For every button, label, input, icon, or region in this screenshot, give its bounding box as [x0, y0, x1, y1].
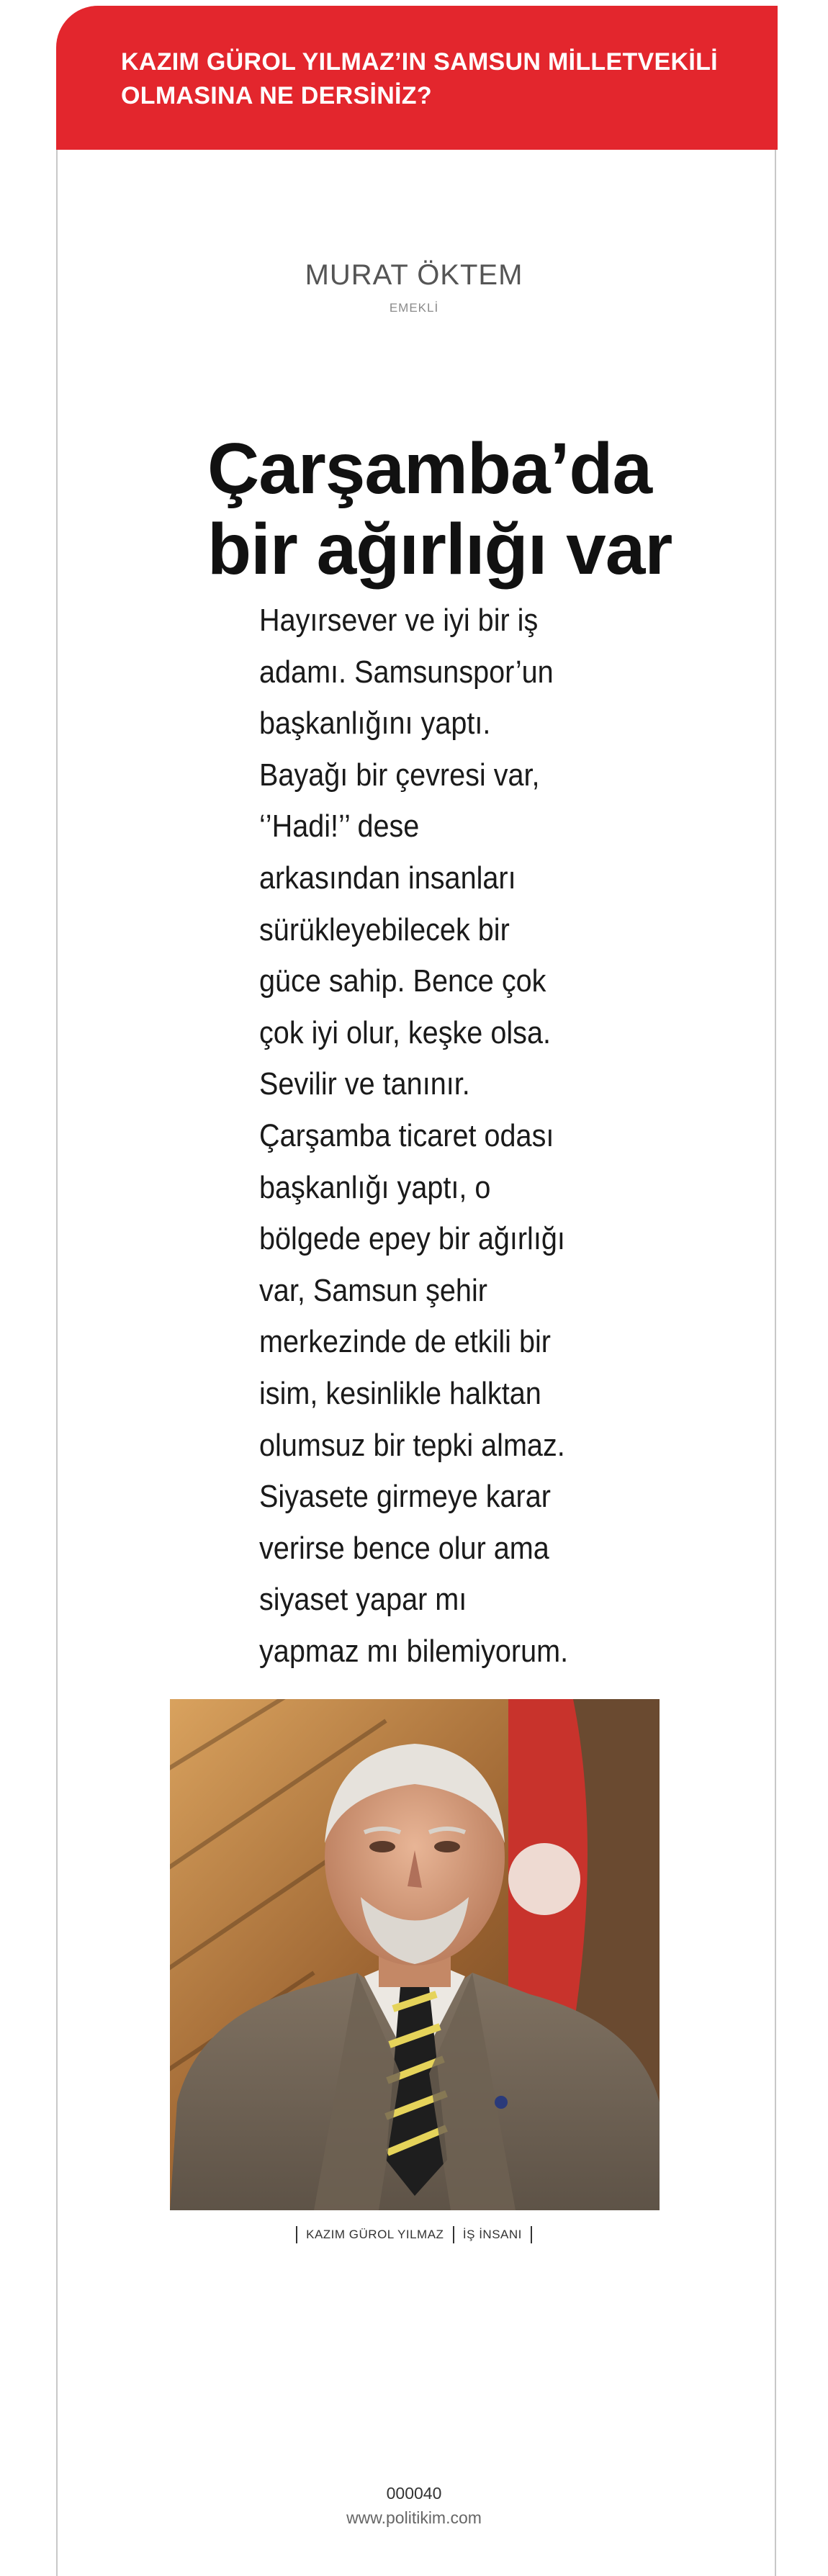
body-line: sürükleyebilecek bir	[259, 911, 510, 947]
portrait-photo	[170, 1699, 660, 2210]
headline-line-2: bir ağırlığı var	[207, 509, 672, 590]
body-line: bölgede epey bir ağırlığı	[259, 1221, 565, 1257]
body-line: Çarşamba ticaret odası	[259, 1117, 554, 1153]
body-line: çok iyi olur, keşke olsa.	[259, 1014, 551, 1050]
body-line: siyaset yapar mı	[259, 1582, 467, 1618]
caption-divider	[531, 2226, 532, 2243]
caption-name: KAZIM GÜROL YILMAZ	[306, 2228, 444, 2241]
photo-caption	[0, 2226, 828, 2243]
page-number: 000040	[386, 2484, 442, 2503]
body-line: başkanlığını yaptı.	[259, 706, 491, 742]
banner-question: KAZIM GÜROL YILMAZ’IN SAMSUN MİLLETVEKİLİ OLMASINA NE DERSİNİZ?	[121, 48, 718, 109]
article-headline	[207, 428, 711, 590]
body-line: arkasından insanları	[259, 860, 516, 896]
body-line: Hayırsever ve iyi bir iş	[259, 603, 539, 638]
body-line: başkanlığı yaptı, o	[259, 1169, 491, 1205]
headline-line-1: Çarşamba’da	[207, 428, 652, 509]
body-line: olumsuz bir tepki almaz.	[259, 1427, 565, 1463]
body-line: adamı. Samsunspor’un	[259, 654, 554, 690]
body-line: isim, kesinlikle halktan	[259, 1375, 541, 1411]
caption-divider	[453, 2226, 454, 2243]
body-line: yapmaz mı bilemiyorum.	[259, 1633, 569, 1669]
body-line: ‘’Hadi!’’ dese	[259, 809, 420, 845]
article-body	[259, 595, 596, 1677]
author-role: EMEKLİ	[389, 301, 439, 315]
body-line: Sevilir ve tanınır.	[259, 1066, 470, 1102]
body-line: merkezinde de etkili bir	[259, 1324, 551, 1360]
body-line: güce sahip. Bence çok	[259, 963, 546, 999]
body-line: Bayağı bir çevresi var,	[259, 757, 540, 793]
website-link[interactable]: www.politikim.com	[346, 2508, 482, 2527]
caption-role: İŞ İNSANI	[462, 2228, 522, 2241]
body-line: verirse bence olur ama	[259, 1530, 549, 1566]
body-line: Siyasete girmeye karar	[259, 1479, 551, 1515]
body-line: var, Samsun şehir	[259, 1272, 487, 1308]
question-banner	[56, 6, 778, 150]
author-name: MURAT ÖKTEM	[305, 259, 523, 291]
caption-divider	[296, 2226, 297, 2243]
